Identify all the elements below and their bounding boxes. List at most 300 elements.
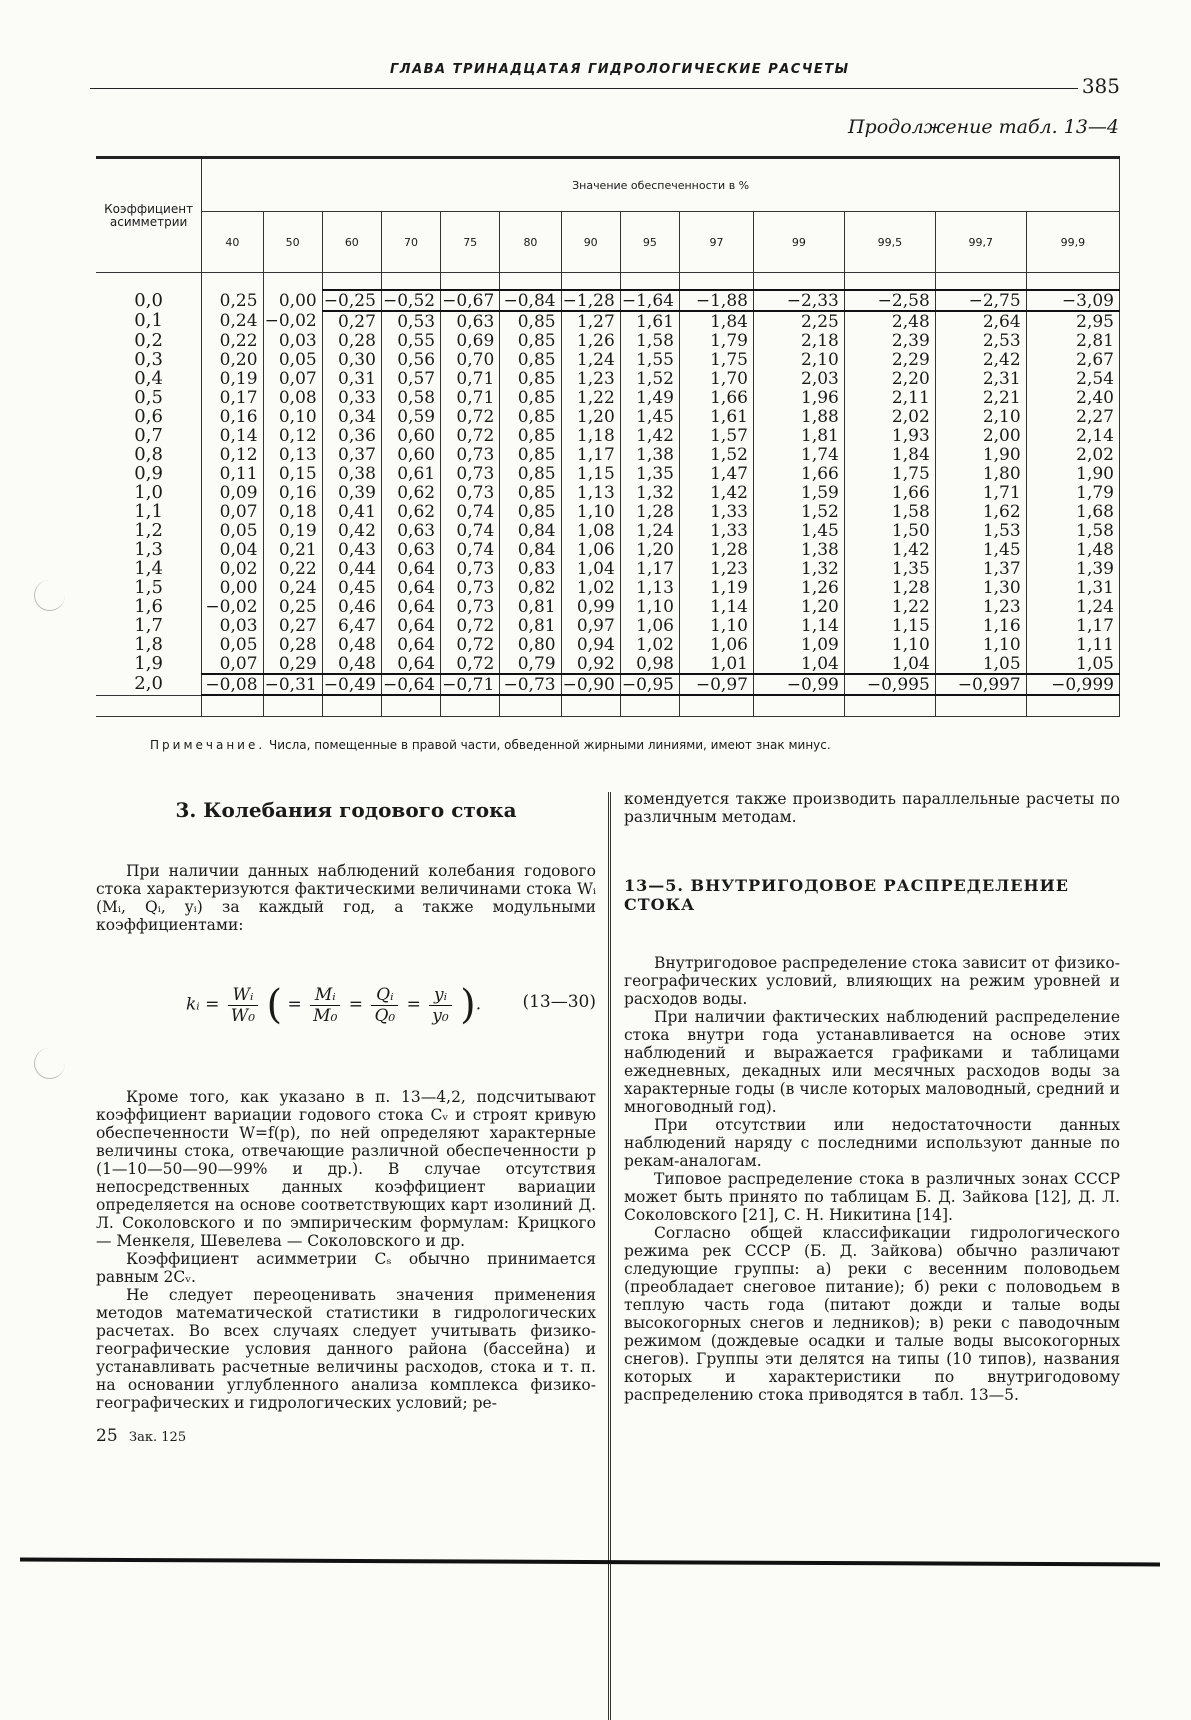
table-cell: 0,85 [500, 350, 561, 369]
table-cell: 2,03 [753, 369, 844, 388]
table-rule-cell [500, 695, 561, 717]
table-cell: 0,73 [441, 597, 500, 616]
table-rule-cell [679, 273, 753, 291]
table-cell: 0,56 [381, 350, 440, 369]
table-cell: 1,45 [935, 540, 1026, 559]
table-cell: 1,70 [679, 369, 753, 388]
table-cell: 0,85 [500, 464, 561, 483]
table-cell: −0,49 [322, 674, 381, 695]
table-rule-cell [620, 273, 679, 291]
table-cell: 0,05 [202, 635, 263, 654]
page-bottom-rule [20, 1558, 1160, 1567]
table-cell: 0,08 [263, 388, 322, 407]
column-header: 60 [322, 212, 381, 273]
table-cell: 1,19 [679, 578, 753, 597]
table-cell: 0,03 [263, 331, 322, 350]
table-cell: 2,14 [1026, 426, 1119, 445]
table-cell: −0,999 [1026, 674, 1119, 695]
table-cell: 1,52 [679, 445, 753, 464]
table-cell: 1,28 [679, 540, 753, 559]
table-cell: 1,10 [844, 635, 935, 654]
table-cell: 1,68 [1026, 502, 1119, 521]
paragraph: Коэффициент асимметрии Cₛ обычно принимается равным 2Cᵥ. [96, 1250, 596, 1286]
table-rule-cell [679, 695, 753, 717]
table-row [96, 464, 1120, 483]
table-cell: 2,40 [1026, 388, 1119, 407]
table-cell: 0,39 [322, 483, 381, 502]
signature-number: 25 [96, 1426, 118, 1446]
table-cell: −0,08 [202, 674, 263, 695]
table-cell: 2,95 [1026, 311, 1119, 331]
table-continuation-caption: Продолжение табл. 13—4 [847, 116, 1119, 138]
table-rule-cell [441, 695, 500, 717]
table-cell: 0,03 [202, 616, 263, 635]
table-cell: 1,61 [679, 407, 753, 426]
table-cell: 0,25 [263, 597, 322, 616]
page-number: 385 [1078, 74, 1120, 98]
table-rule-cell [441, 273, 500, 291]
table-cell: −0,90 [561, 674, 620, 695]
table-cell: 1,31 [1026, 578, 1119, 597]
table-cell: 1,20 [620, 540, 679, 559]
table-cell: 0,48 [322, 654, 381, 674]
table-cell: 1,33 [679, 502, 753, 521]
table-cell: 0,85 [500, 388, 561, 407]
table-cell: 0,22 [263, 559, 322, 578]
table-cell: 0,30 [322, 350, 381, 369]
table-cell: 0,27 [322, 311, 381, 331]
table-cell: 0,82 [500, 578, 561, 597]
formula-lhs: kᵢ = [186, 994, 220, 1015]
column-header: 97 [679, 212, 753, 273]
table-row [96, 407, 1120, 426]
table-cell: 0,64 [381, 616, 440, 635]
table-cell: −0,95 [620, 674, 679, 695]
table-cell: 1,09 [753, 635, 844, 654]
table-cell: 0,00 [263, 290, 322, 311]
table-cell: 1,16 [935, 616, 1026, 635]
table-cell: 1,53 [935, 521, 1026, 540]
table-cell: 1,38 [620, 445, 679, 464]
table-cell: 0,73 [441, 464, 500, 483]
table-cell: 0,85 [500, 502, 561, 521]
table-cell: 2,39 [844, 331, 935, 350]
table-row [96, 559, 1120, 578]
paragraph: Согласно общей классификации гидрологического режима рек СССР (Б. Д. Зайкова) обычно различают следующие группы: а) реки с весенним половодьем (преобладает снеговое питание); б) реки с половодьем в теплую часть года (питают дожди и талые воды высокогорных снегов и ледников); в) реки с паводочным режимом (дождевые осадки и талые воды высокогорных снегов). Группы эти делятся на типы (10 типов), названия которых и характеристики по внутригодовому распределению стока приводятся в табл. 13—5. [624, 1224, 1120, 1404]
table-cell: 2,21 [935, 388, 1026, 407]
table-cell: 0,22 [202, 331, 263, 350]
table-cell: 1,37 [935, 559, 1026, 578]
table-cell: 0,27 [263, 616, 322, 635]
numerator: yᵢ [429, 985, 451, 1006]
table-cell: 0,18 [263, 502, 322, 521]
asymmetry-coef-cell: 0,5 [96, 388, 202, 407]
table-cell: 0,16 [263, 483, 322, 502]
table-cell: 0,73 [441, 483, 500, 502]
table-cell: 0,64 [381, 559, 440, 578]
table-cell: 0,72 [441, 654, 500, 674]
column-header: 99,9 [1026, 212, 1119, 273]
table-rule-cell [561, 273, 620, 291]
table-cell: 1,48 [1026, 540, 1119, 559]
table-cell: 1,79 [1026, 483, 1119, 502]
table-cell: 2,02 [844, 407, 935, 426]
table-cell: −1,88 [679, 290, 753, 311]
table-cell: 0,85 [500, 311, 561, 331]
column-divider [608, 792, 612, 1720]
numerator: Mᵢ [310, 985, 340, 1006]
table-rule-cell [202, 273, 263, 291]
formula-number: (13—30) [522, 992, 596, 1012]
table-cell: 1,45 [620, 407, 679, 426]
table-cell: 1,90 [935, 445, 1026, 464]
asymmetry-coef-cell: 1,5 [96, 578, 202, 597]
table-cell: 0,10 [263, 407, 322, 426]
table-cell: 0,72 [441, 426, 500, 445]
table-cell: 1,38 [753, 540, 844, 559]
table-cell: 1,02 [620, 635, 679, 654]
table-row [96, 311, 1120, 331]
table-rule-cell [935, 695, 1026, 717]
table-cell: 0,16 [202, 407, 263, 426]
table-cell: 1,27 [561, 311, 620, 331]
table-cell: 1,20 [561, 407, 620, 426]
table-cell: 1,57 [679, 426, 753, 445]
table-rule-cell [1026, 273, 1119, 291]
table-cell: 1,04 [753, 654, 844, 674]
table-cell: 2,29 [844, 350, 935, 369]
table-cell: 0,60 [381, 426, 440, 445]
table-cell: 2,00 [935, 426, 1026, 445]
table-cell: 0,64 [381, 578, 440, 597]
table-cell: 1,58 [620, 331, 679, 350]
table-cell: 2,54 [1026, 369, 1119, 388]
table-cell: 0,42 [322, 521, 381, 540]
paragraph: комендуется также производить параллельные расчеты по различным методам. [624, 790, 1120, 826]
probability-table [96, 156, 1120, 717]
table-row [96, 445, 1120, 464]
table-cell: 0,61 [381, 464, 440, 483]
table-cell: 1,17 [561, 445, 620, 464]
table-note [150, 738, 831, 752]
table-row [96, 483, 1120, 502]
table-cell: 1,79 [679, 331, 753, 350]
right-column [624, 790, 1120, 1404]
table-cell: 2,02 [1026, 445, 1119, 464]
table-cell: 2,81 [1026, 331, 1119, 350]
paragraph: Не следует переоценивать значения применения методов математической статистики в гидрологических расчетах. Во всех случаях следует учитывать физико-географические условия данного района (бассейна) и устанавливать расчетные величины расходов, стока и т. п. на основании углубленного анализа комплекса физико-географических и гидрологических условий; ре- [96, 1286, 596, 1412]
table-row [96, 597, 1120, 616]
table-cell: 0,64 [381, 654, 440, 674]
table-cell: 2,42 [935, 350, 1026, 369]
running-title: ГЛАВА ТРИНАДЦАТАЯ ГИДРОЛОГИЧЕСКИЕ РАСЧЕТЫ [390, 62, 850, 77]
table-cell: 1,81 [753, 426, 844, 445]
table-cell: 0,14 [202, 426, 263, 445]
table-cell: 1,32 [753, 559, 844, 578]
table-cell: 0,73 [441, 559, 500, 578]
table-rule-cell [753, 695, 844, 717]
table-cell: 1,35 [620, 464, 679, 483]
table-cell: 0,84 [500, 540, 561, 559]
table-cell: 0,33 [322, 388, 381, 407]
table-cell: 0,41 [322, 502, 381, 521]
table-cell: 1,84 [679, 311, 753, 331]
table-cell: 0,80 [500, 635, 561, 654]
table-cell: 1,42 [620, 426, 679, 445]
table-rule-cell [500, 273, 561, 291]
table-cell: 0,38 [322, 464, 381, 483]
denominator: Q₀ [374, 1005, 396, 1026]
table-cell: 0,34 [322, 407, 381, 426]
table-cell: 1,28 [620, 502, 679, 521]
table-cell: 0,24 [202, 311, 263, 331]
table-cell: 1,22 [844, 597, 935, 616]
asymmetry-coef-cell: 0,1 [96, 311, 202, 331]
table-cell: 0,58 [381, 388, 440, 407]
table-cell: 0,73 [441, 578, 500, 597]
table-cell: −0,02 [263, 311, 322, 331]
numerator: Wᵢ [228, 985, 258, 1006]
table-row [96, 369, 1120, 388]
table-cell: 0,24 [263, 578, 322, 597]
table-cell: −0,52 [381, 290, 440, 311]
table-cell: 0,07 [202, 654, 263, 674]
running-head [90, 58, 1120, 98]
table-cell: 0,81 [500, 597, 561, 616]
table-cell: −2,75 [935, 290, 1026, 311]
table-cell: 0,55 [381, 331, 440, 350]
table-row [96, 521, 1120, 540]
table-rule-cell [322, 273, 381, 291]
formula-body: kᵢ = $\frac{\text{Wᵢ}}{\text{W₀}}$ ( = $\frac{\text{Mᵢ}}{\text{M₀}}$ = $\frac{\text{Qᵢ}}{\text{Q₀}}$ = $\frac{\text{yᵢ}}{\text{y₀}}$ ). [186, 982, 482, 1028]
table-cell: 1,14 [679, 597, 753, 616]
table-rule-cell [263, 273, 322, 291]
table-cell: 1,30 [935, 578, 1026, 597]
table-cell: 1,17 [620, 559, 679, 578]
table-cell: 0,37 [322, 445, 381, 464]
table-cell: −0,67 [441, 290, 500, 311]
table-cell: 0,20 [202, 350, 263, 369]
table-cell: 1,24 [620, 521, 679, 540]
table-cell: 2,25 [753, 311, 844, 331]
table-cell: 1,80 [935, 464, 1026, 483]
table-rule-cell [753, 273, 844, 291]
table-row [96, 540, 1120, 559]
table-cell: 0,79 [500, 654, 561, 674]
table-cell: 1,33 [679, 521, 753, 540]
table-row [96, 654, 1120, 674]
table-cell: 0,43 [322, 540, 381, 559]
column-header: 90 [561, 212, 620, 273]
table-cell: −0,25 [322, 290, 381, 311]
asymmetry-coef-cell: 1,0 [96, 483, 202, 502]
table-cell: 2,27 [1026, 407, 1119, 426]
table-cell: 1,10 [561, 502, 620, 521]
asymmetry-coef-cell: 2,0 [96, 674, 202, 695]
column-header: 80 [500, 212, 561, 273]
table-cell: 1,66 [844, 483, 935, 502]
table-cell: 0,11 [202, 464, 263, 483]
table-cell: 1,42 [844, 540, 935, 559]
asymmetry-coef-cell: 0,0 [96, 290, 202, 311]
section-title: 3. Колебания годового стока [175, 798, 517, 822]
table-cell: 1,10 [620, 597, 679, 616]
table-cell: 0,85 [500, 407, 561, 426]
column-header: 99,5 [844, 212, 935, 273]
table-cell: −0,84 [500, 290, 561, 311]
table-cell: 0,74 [441, 502, 500, 521]
table-cell: 1,24 [1026, 597, 1119, 616]
table-cell: 0,72 [441, 616, 500, 635]
group-header: Значение обеспеченности в % [202, 158, 1120, 212]
table-cell: 0,70 [441, 350, 500, 369]
asymmetry-coef-cell: 0,6 [96, 407, 202, 426]
table-cell: 1,04 [844, 654, 935, 674]
fraction [228, 985, 258, 1026]
table-cell: 0,64 [381, 597, 440, 616]
table-cell: 0,72 [441, 635, 500, 654]
table-cell: −0,99 [753, 674, 844, 695]
table-cell: 0,71 [441, 369, 500, 388]
punch-hole-mark [34, 1048, 65, 1079]
table-rule-cell [844, 273, 935, 291]
table-cell: 1,06 [620, 616, 679, 635]
denominator: W₀ [230, 1005, 256, 1026]
table-rule-cell [381, 273, 440, 291]
table-row [96, 331, 1120, 350]
table-rule-cell [561, 695, 620, 717]
table-cell: 2,10 [753, 350, 844, 369]
table-cell: 0,99 [561, 597, 620, 616]
table-cell: 0,63 [381, 540, 440, 559]
table-cell: 0,81 [500, 616, 561, 635]
table-cell: 6,47 [322, 616, 381, 635]
asymmetry-coef-cell: 0,4 [96, 369, 202, 388]
table-row [96, 674, 1120, 695]
column-header: 99 [753, 212, 844, 273]
table-cell: 2,20 [844, 369, 935, 388]
table-cell: −0,02 [202, 597, 263, 616]
table-cell: −2,33 [753, 290, 844, 311]
table-cell: 1,49 [620, 388, 679, 407]
table-cell: 0,29 [263, 654, 322, 674]
table-cell: 1,13 [561, 483, 620, 502]
table-cell: 0,02 [202, 559, 263, 578]
table-cell: 1,32 [620, 483, 679, 502]
table-cell: 2,10 [935, 407, 1026, 426]
table-rule-cell [935, 273, 1026, 291]
denominator: y₀ [432, 1005, 449, 1026]
table-cell: 1,28 [844, 578, 935, 597]
table-cell: 1,75 [679, 350, 753, 369]
table-cell: 1,55 [620, 350, 679, 369]
table-row [96, 426, 1120, 445]
table-cell: 1,26 [561, 331, 620, 350]
table-cell: 0,85 [500, 483, 561, 502]
table-cell: 1,17 [1026, 616, 1119, 635]
table-cell: 0,12 [202, 445, 263, 464]
table-cell: 1,15 [844, 616, 935, 635]
table-cell: 0,44 [322, 559, 381, 578]
table-cell: 2,18 [753, 331, 844, 350]
table-cell: 1,71 [935, 483, 1026, 502]
table-cell: 0,83 [500, 559, 561, 578]
table-cell: −0,97 [679, 674, 753, 695]
asymmetry-coef-cell: 1,8 [96, 635, 202, 654]
table-cell: −0,995 [844, 674, 935, 695]
signature-footer [96, 1426, 596, 1446]
table-cell: 1,74 [753, 445, 844, 464]
table-cell: 1,18 [561, 426, 620, 445]
paragraph: При отсутствии или недостаточности данных наблюдений наряду с последними используют данные по рекам-аналогам. [624, 1116, 1120, 1170]
table-cell: 1,52 [753, 502, 844, 521]
table-cell: 0,28 [263, 635, 322, 654]
table-cell: 1,23 [561, 369, 620, 388]
table-cell: −0,997 [935, 674, 1026, 695]
table-cell: 1,05 [1026, 654, 1119, 674]
table-cell: 1,39 [1026, 559, 1119, 578]
table-cell: 2,48 [844, 311, 935, 331]
table-cell: 1,01 [679, 654, 753, 674]
table-cell: 0,71 [441, 388, 500, 407]
table-rule-cell [844, 695, 935, 717]
table-cell: 0,59 [381, 407, 440, 426]
table-cell: 0,92 [561, 654, 620, 674]
table-cell: 1,04 [561, 559, 620, 578]
table-cell: 0,19 [202, 369, 263, 388]
table-row [96, 350, 1120, 369]
table-row [96, 388, 1120, 407]
table-cell: 1,58 [844, 502, 935, 521]
table-cell: 1,58 [1026, 521, 1119, 540]
paragraph: Кроме того, как указано в п. 13—4,2, подсчитывают коэффициент вариации годового стока Cᵥ и строят кривую обеспеченности W=f(p), по ней определяют характерные величины стока, отвечающие различной обеспеченности p (1—10—50—90—99% и др.). В случае отсутствия непосредственных данных коэффициент вариации определяется на основе соответствующих карт изолиний Д. Л. Соколовского и по эмпирическим формулам: Крицкого — Менкеля, Шевелева — Соколовского и др. [96, 1088, 596, 1250]
table-cell: 0,62 [381, 483, 440, 502]
table-cell: 1,06 [679, 635, 753, 654]
paragraph: При наличии данных наблюдений колебания годового стока характеризуются фактическими величинами стока Wᵢ (Mᵢ, Qᵢ, yᵢ) за каждый год, а также модульными коэффициентами: [96, 862, 596, 934]
table-cell: 0,57 [381, 369, 440, 388]
table-cell: 1,61 [620, 311, 679, 331]
table-cell: 1,52 [620, 369, 679, 388]
table-cell: 1,11 [1026, 635, 1119, 654]
table-cell: 0,72 [441, 407, 500, 426]
table-cell: 0,74 [441, 540, 500, 559]
table-cell: −2,58 [844, 290, 935, 311]
table-rule-cell [202, 695, 263, 717]
numerator: Qᵢ [371, 985, 398, 1006]
table-cell: 1,23 [935, 597, 1026, 616]
table-cell: 2,67 [1026, 350, 1119, 369]
table-cell: 0,25 [202, 290, 263, 311]
table-cell: 1,66 [753, 464, 844, 483]
formula-13-30 [96, 962, 596, 1042]
left-column [96, 790, 596, 1446]
table-cell: 2,64 [935, 311, 1026, 331]
table-cell: 0,12 [263, 426, 322, 445]
table-cell: 0,94 [561, 635, 620, 654]
table-cell: −1,28 [561, 290, 620, 311]
table-rule-cell [381, 695, 440, 717]
table-cell: 0,85 [500, 369, 561, 388]
table-cell: 0,04 [202, 540, 263, 559]
column-header: 75 [441, 212, 500, 273]
table-cell: −1,64 [620, 290, 679, 311]
paragraph: Внутригодовое распределение стока зависит от физико-географических условий, влияющих на режим уровней и расходов воды. [624, 954, 1120, 1008]
asymmetry-coef-cell: 1,1 [96, 502, 202, 521]
table-cell: 1,26 [753, 578, 844, 597]
table-rule-cell [96, 695, 202, 717]
table-cell: 1,22 [561, 388, 620, 407]
table-cell: 0,05 [263, 350, 322, 369]
